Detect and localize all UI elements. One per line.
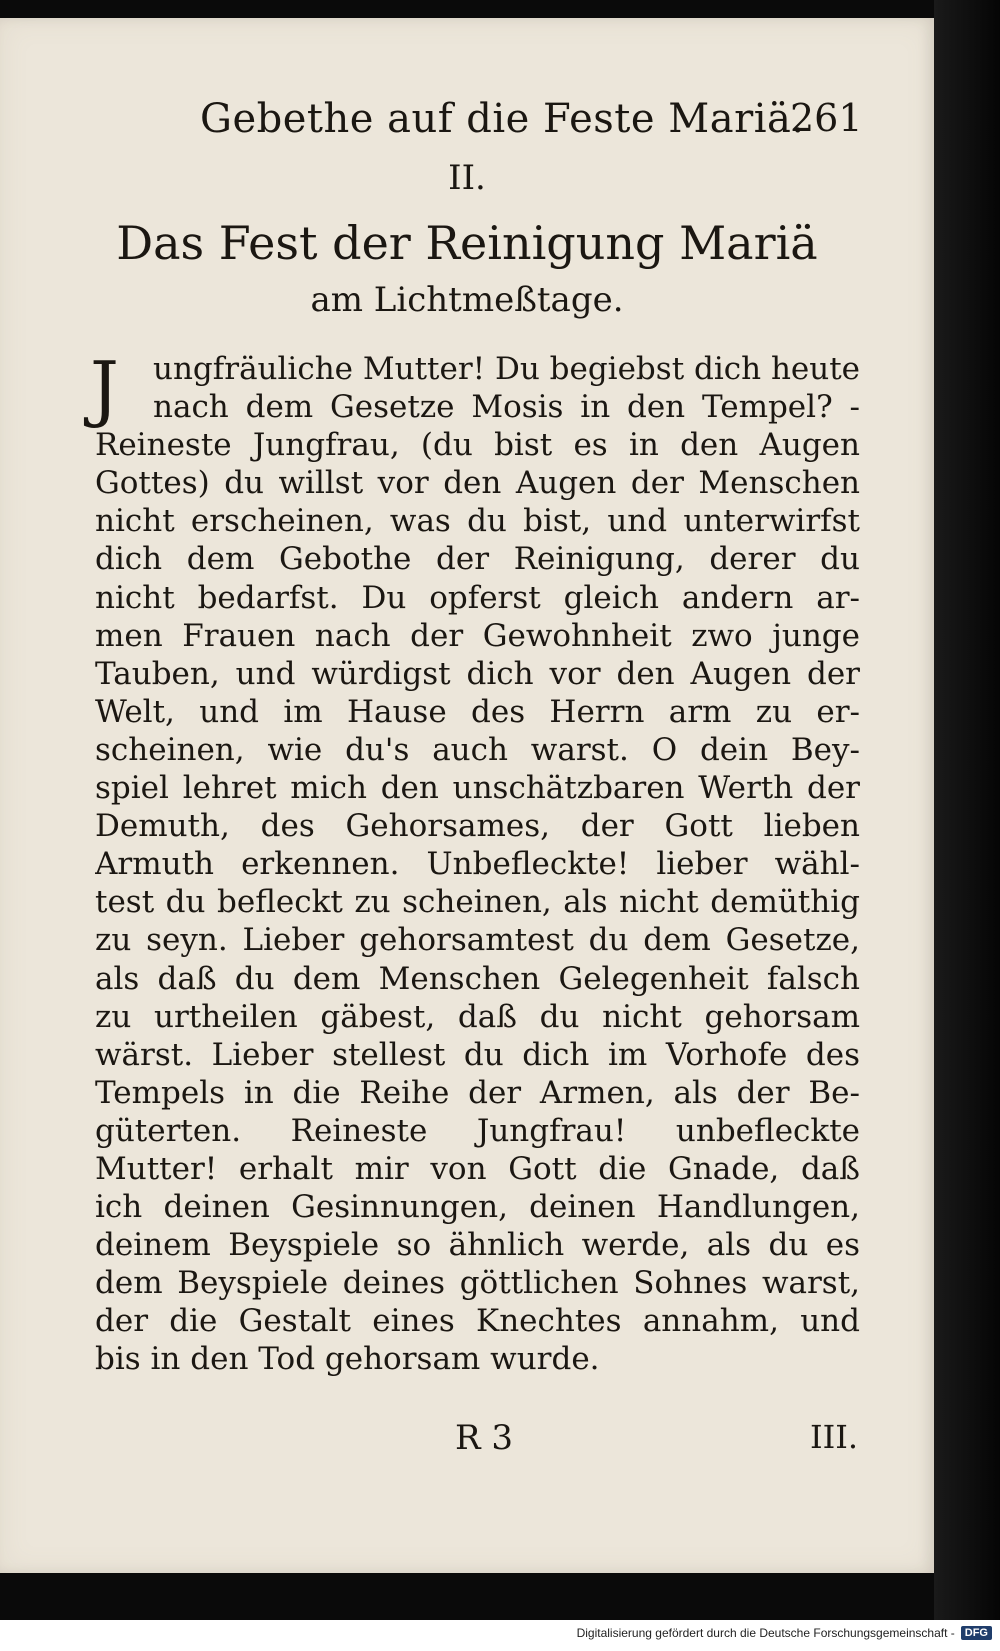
- book-page: [0, 18, 934, 1573]
- catchword: III.: [810, 1418, 859, 1456]
- body-line: Armuth erkennen. Unbefleckte! lieber wähl-: [95, 846, 860, 883]
- body-line: wärst. Lieber stellest du dich im Vorhofe des: [95, 1036, 860, 1073]
- body-line: ich deinen Gesinnungen, deinen Handlungen,: [95, 1189, 860, 1226]
- body-line: dich dem Gebothe der Reinigung, derer du: [95, 541, 860, 578]
- body-line: Welt, und im Hause des Herrn arm zu er-: [95, 693, 860, 730]
- body-line: bis in den Tod gehorsam wurde.: [95, 1341, 600, 1378]
- signature-mark: R 3: [455, 1418, 514, 1458]
- body-line: Tempels in die Reihe der Armen, als der Be-: [95, 1074, 860, 1111]
- scan-dark-edge: [934, 0, 1000, 1620]
- body-line: güterten. Reineste Jungfrau! unbefleckte: [95, 1112, 860, 1149]
- page-number: 261: [790, 96, 863, 140]
- body-line: als daß du dem Menschen Gelegenheit falsch: [95, 960, 860, 997]
- credit-text: Digitalisierung gefördert durch die Deutsche Forschungsgemeinschaft -: [576, 1626, 955, 1640]
- body-line: dem Beyspiele deines göttlichen Sohnes warst,: [95, 1265, 860, 1302]
- body-line: ungfräuliche Mutter! Du begiebst dich heute: [153, 351, 860, 387]
- body-line: Tauben, und würdigst dich vor den Augen der: [95, 655, 860, 692]
- running-head-title: Gebethe auf die Feste Mariä.: [200, 96, 805, 142]
- body-line: Reineste Jungfrau, (du bist es in den Augen: [95, 427, 860, 464]
- section-subheading: am Lichtmeßtage.: [310, 280, 624, 320]
- dfg-logo: DFG: [961, 1626, 992, 1640]
- body-line: Gottes) du willst vor den Augen der Menschen: [95, 465, 860, 502]
- drop-cap: J: [90, 346, 119, 430]
- body-line: zu seyn. Lieber gehorsamtest du dem Gesetze,: [95, 922, 860, 959]
- body-line: der die Gestalt eines Knechtes annahm, und: [95, 1303, 860, 1340]
- running-head: [0, 88, 934, 148]
- section-number: II.: [448, 158, 486, 198]
- body-line: nach dem Gesetze Mosis in den Tempel? -: [153, 389, 860, 426]
- body-line: deinem Beyspiele so ähnlich werde, als du es: [95, 1227, 860, 1264]
- body-line: spiel lehret mich den unschätzbaren Werth der: [95, 770, 860, 807]
- body-line: scheinen, wie du's auch warst. O dein Bey-: [95, 731, 860, 768]
- body-text: [95, 350, 860, 1379]
- body-line: Demuth, des Gehorsames, der Gott lieben: [95, 808, 860, 845]
- body-line: test du befleckt zu scheinen, als nicht demüthig: [95, 884, 860, 921]
- body-line: nicht bedarfst. Du opferst gleich andern ar-: [95, 579, 860, 616]
- section-heading: Das Fest der Reinigung Mariä: [116, 216, 818, 270]
- body-line: zu urtheilen gäbest, daß du nicht gehorsam: [95, 998, 860, 1035]
- body-line: men Frauen nach der Gewohnheit zwo junge: [95, 617, 860, 654]
- digitization-credit: [577, 1626, 992, 1640]
- body-line: nicht erscheinen, was du bist, und unterwirfst: [95, 503, 860, 540]
- body-line: Mutter! erhalt mir von Gott die Gnade, daß: [95, 1150, 860, 1187]
